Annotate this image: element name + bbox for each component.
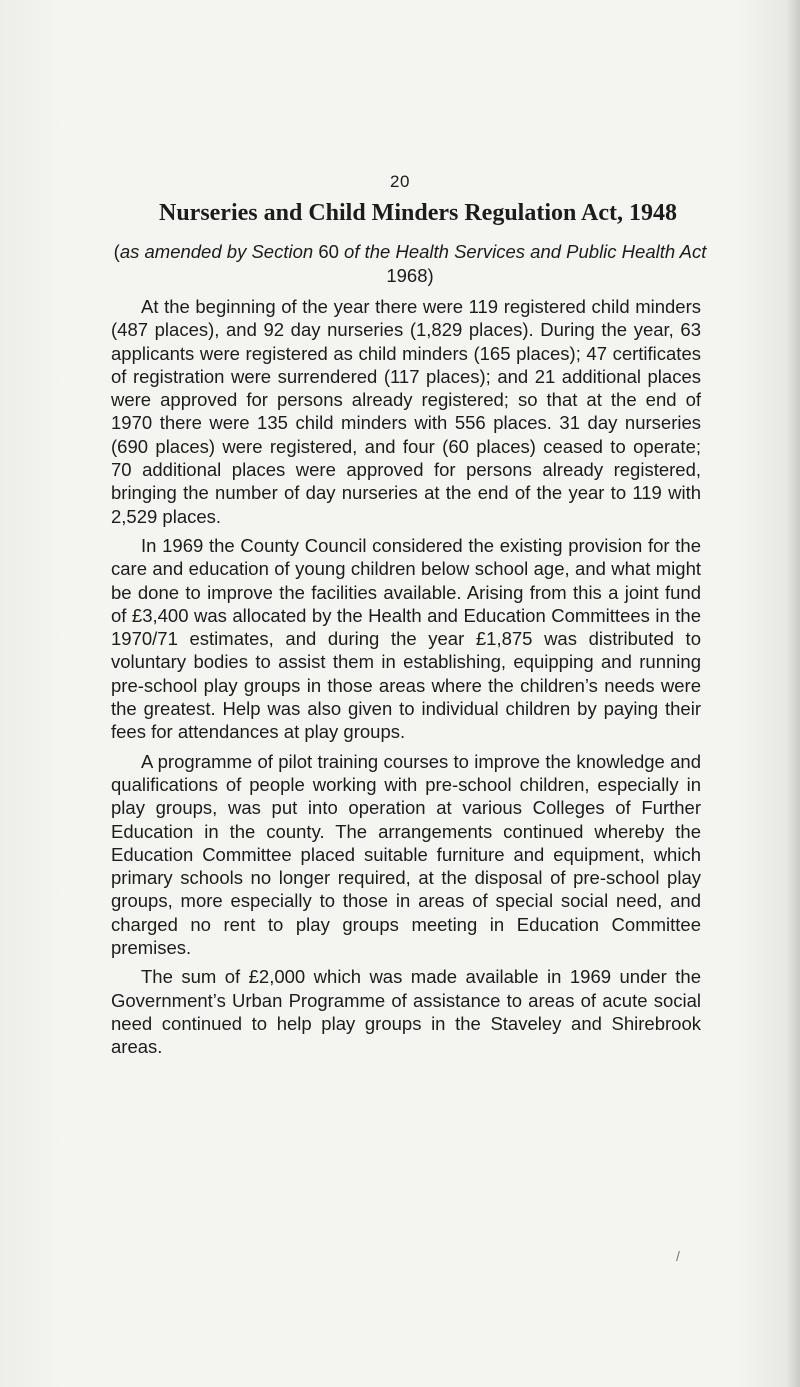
section-subtitle [110,240,710,288]
subtitle-section-number: 60 [318,241,339,262]
subtitle-italic-part: as amended by Section [119,241,319,262]
paragraph: The sum of £2,000 which was made available in 1969 under the Government’s Urban Programme of assistance to areas of acute social need continued to help play groups in the Staveley and Shirebrook areas. [111,966,701,1058]
stray-mark: / [676,1248,680,1264]
subtitle-act-name: of the Health Services and Public Health Act [338,241,707,262]
paragraph: At the beginning of the year there were 119 registered child minders (487 places), and 92 day nurseries (1,829 places). During the year, 63 applicants were registered as child minders (165 places); 47 certificates of registration were surrendered (117 places); and 21 additional places were approved for persons already registered; so that at the end of 1970 there were 135 child minders with 556 places. 31 day nurseries (690 places) were registered, and four (60 places) ceased to operate; 70 additional places were approved for persons already registered, bringing the number of day nurseries at the end of the year to 119 with 2,529 places. [111,296,701,527]
subtitle-year: 1968) [386,265,434,286]
paragraph: In 1969 the County Council considered the existing provision for the care and education of young children below school age, and what might be done to improve the facilities available. Arising from this a joint fund of £3,400 was allocated by the Health and Education Committees in the 1970/71 estimates, and during the year £1,875 was distributed to voluntary bodies to assist them in establishing, equipping and running pre-school play groups in those areas where the children’s needs were the greatest. Help was also given to individual children by paying their fees for attendances at play groups. [111,534,701,743]
subtitle-open-paren: ( [113,241,120,262]
paragraph: A programme of pilot training courses to improve the knowledge and qualifications of people working with pre-school children, especially in play groups, was put into operation at various Colleges of Further Education in the county. The arrangements continued whereby the Education Committee placed suitable furniture and equipment, which primary schools no longer required, at the disposal of pre-school play groups, more especially to those in areas of special social need, and charged no rent to play groups meeting in Education Committee premises. [111,750,701,959]
body-text [111,295,701,1065]
page-edge-shadow [786,0,800,1387]
page-number: 20 [390,172,410,191]
section-title: Nurseries and Child Minders Regulation Act, 1948 [158,200,677,226]
